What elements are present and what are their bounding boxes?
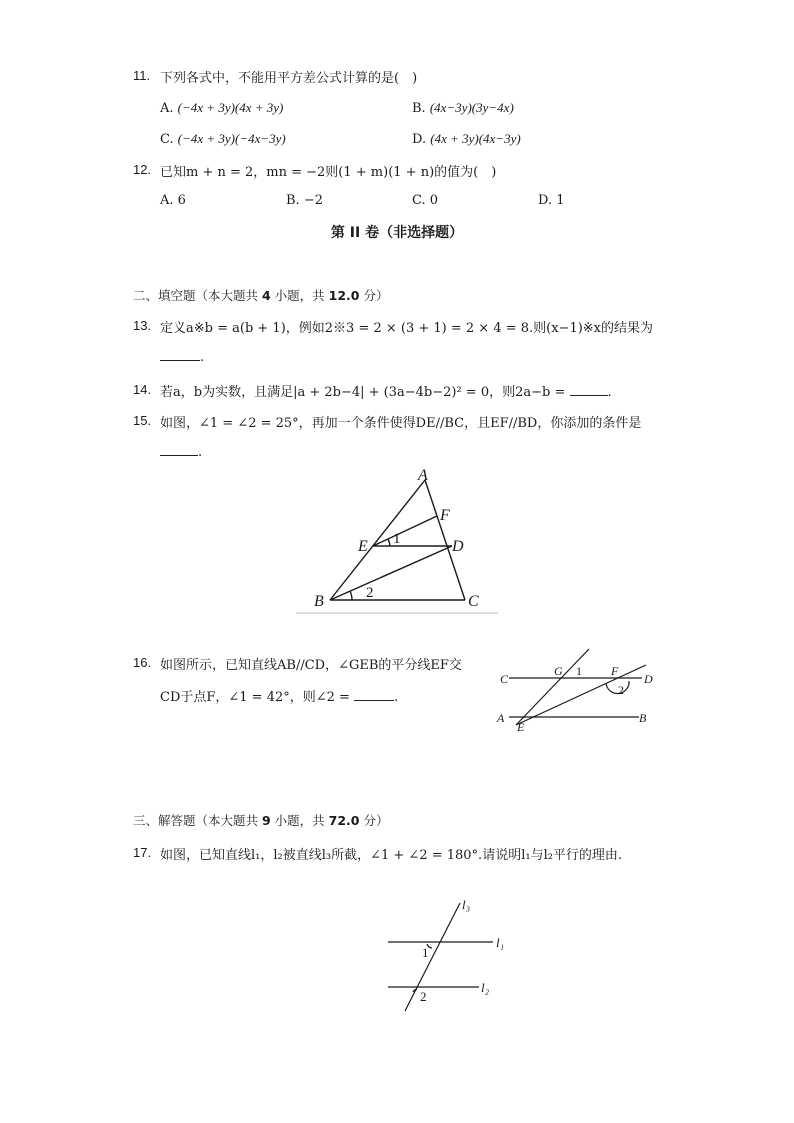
label-angle1: 1	[393, 531, 401, 547]
q11-option-b	[412, 100, 514, 116]
q11-option-d	[412, 131, 521, 147]
q15-number: 15.	[133, 413, 152, 428]
label-angle2: 2	[618, 683, 624, 697]
line-l3	[405, 903, 460, 1011]
label-d: D	[644, 672, 653, 686]
answer-blank[interactable]	[354, 688, 394, 701]
option-label: C.	[160, 132, 174, 147]
section-text: 小题，共	[270, 813, 329, 828]
option-label: D.	[538, 193, 553, 208]
q11-option-c	[160, 131, 286, 147]
section-score: 12.0	[328, 288, 360, 303]
section-text: 二、填空题（本大题共	[133, 288, 262, 303]
option-label: B.	[286, 193, 300, 208]
section-text: 分）	[359, 288, 389, 303]
answer-blank[interactable]	[160, 443, 198, 456]
angle2-arc	[350, 591, 352, 600]
q12-option-c	[412, 193, 438, 208]
q16-line2	[160, 686, 398, 705]
answer-end: .	[200, 350, 205, 365]
label-angle2: 2	[420, 989, 427, 1004]
q17-number: 17.	[133, 845, 152, 860]
section-text: 三、解答题（本大题共	[133, 813, 262, 828]
q15-figure	[290, 462, 502, 617]
q16-line1: 如图所示，已知直线AB//CD，∠GEB的平分线EF交	[160, 658, 462, 673]
section-count: 4	[261, 288, 271, 303]
section-text: 分）	[359, 813, 389, 828]
segment-ab	[330, 480, 425, 600]
label-l3: l₃	[462, 897, 471, 912]
label-c: C	[468, 593, 479, 610]
option-text: 0	[429, 193, 439, 208]
answer-end: .	[394, 690, 399, 705]
q13-answer-line	[160, 348, 204, 365]
q14-number: 14.	[133, 382, 152, 397]
label-a: A	[418, 467, 428, 484]
section3-header	[133, 811, 388, 829]
answer-blank[interactable]	[160, 348, 200, 361]
q11-stem: 下列各式中，不能用平方差公式计算的是( )	[160, 71, 418, 86]
q16-stem: CD于点F，∠1 = 42°，则∠2 =	[160, 690, 350, 705]
label-e: E	[358, 538, 368, 555]
label-f: F	[611, 664, 619, 678]
answer-end: .	[607, 385, 612, 400]
q16-figure	[494, 645, 664, 735]
segment-bd	[330, 546, 452, 600]
section-count: 9	[261, 813, 271, 828]
label-l2: l₂	[481, 980, 490, 995]
q14-line	[160, 381, 612, 400]
option-label: C.	[412, 193, 426, 208]
q11-number: 11.	[133, 68, 151, 83]
label-b: B	[639, 711, 647, 725]
section-score: 72.0	[328, 813, 360, 828]
line-eg	[516, 649, 589, 725]
label-f: F	[440, 507, 450, 524]
label-b: B	[314, 593, 324, 610]
q11-option-a	[160, 100, 283, 116]
answer-blank[interactable]	[570, 383, 608, 396]
q13-number: 13.	[133, 318, 152, 333]
q15-answer-line	[160, 443, 202, 460]
q12-number: 12.	[133, 162, 152, 177]
q17-figure	[380, 895, 520, 1017]
option-text: 6	[177, 193, 186, 208]
section2-header	[133, 286, 388, 304]
q15-stem: 如图，∠1 = ∠2 = 25°，再加一个条件使得DE//BC，且EF//BD，你添加的条件是	[160, 416, 642, 431]
angle1-arc	[388, 539, 390, 546]
part2-title: 第 II 卷（非选择题）	[330, 225, 464, 241]
q16-number: 16.	[133, 655, 152, 670]
label-a: A	[497, 711, 505, 725]
option-text: (−4x + 3y)(4x + 3y)	[177, 100, 284, 115]
q12-option-d	[538, 193, 565, 208]
answer-end: .	[198, 445, 203, 460]
q14-stem: 若a，b为实数，且满足|a + 2b−4| + (3a−4b−2)² = 0，则2a−b =	[160, 385, 566, 400]
option-label: A.	[160, 193, 174, 208]
q12-option-a	[160, 193, 186, 208]
label-d: D	[452, 538, 464, 555]
label-c: C	[500, 672, 509, 686]
q12-option-b	[286, 193, 323, 208]
label-e: E	[517, 720, 525, 734]
label-g: G	[554, 664, 563, 678]
label-angle1: 1	[576, 664, 582, 678]
q13-stem: 定义a※b = a(b + 1)，例如2※3 = 2 × (3 + 1) = 2 × 4 = 8.则(x−1)※x的结果为	[160, 321, 654, 336]
q17-stem: 如图，已知直线l₁，l₂被直线l₃所截，∠1 + ∠2 = 180°.请说明l₁与l₂平行的理由.	[160, 848, 623, 863]
option-text: (4x−3y)(3y−4x)	[429, 100, 514, 115]
option-text: (−4x + 3y)(−4x−3y)	[177, 131, 286, 146]
option-label: D.	[412, 132, 427, 147]
option-text: 1	[556, 193, 565, 208]
option-text: −2	[303, 193, 323, 208]
segment-ef	[373, 516, 437, 546]
label-angle2: 2	[366, 585, 374, 601]
section-text: 小题，共	[270, 288, 329, 303]
label-l1: l₁	[496, 935, 505, 950]
option-text: (4x + 3y)(4x−3y)	[430, 131, 521, 146]
option-label: A.	[160, 101, 174, 116]
q12-stem: 已知m + n = 2，mn = −2则(1 + m)(1 + n)的值为( )	[160, 165, 497, 180]
label-angle1: 1	[422, 945, 429, 960]
option-label: B.	[412, 101, 426, 116]
